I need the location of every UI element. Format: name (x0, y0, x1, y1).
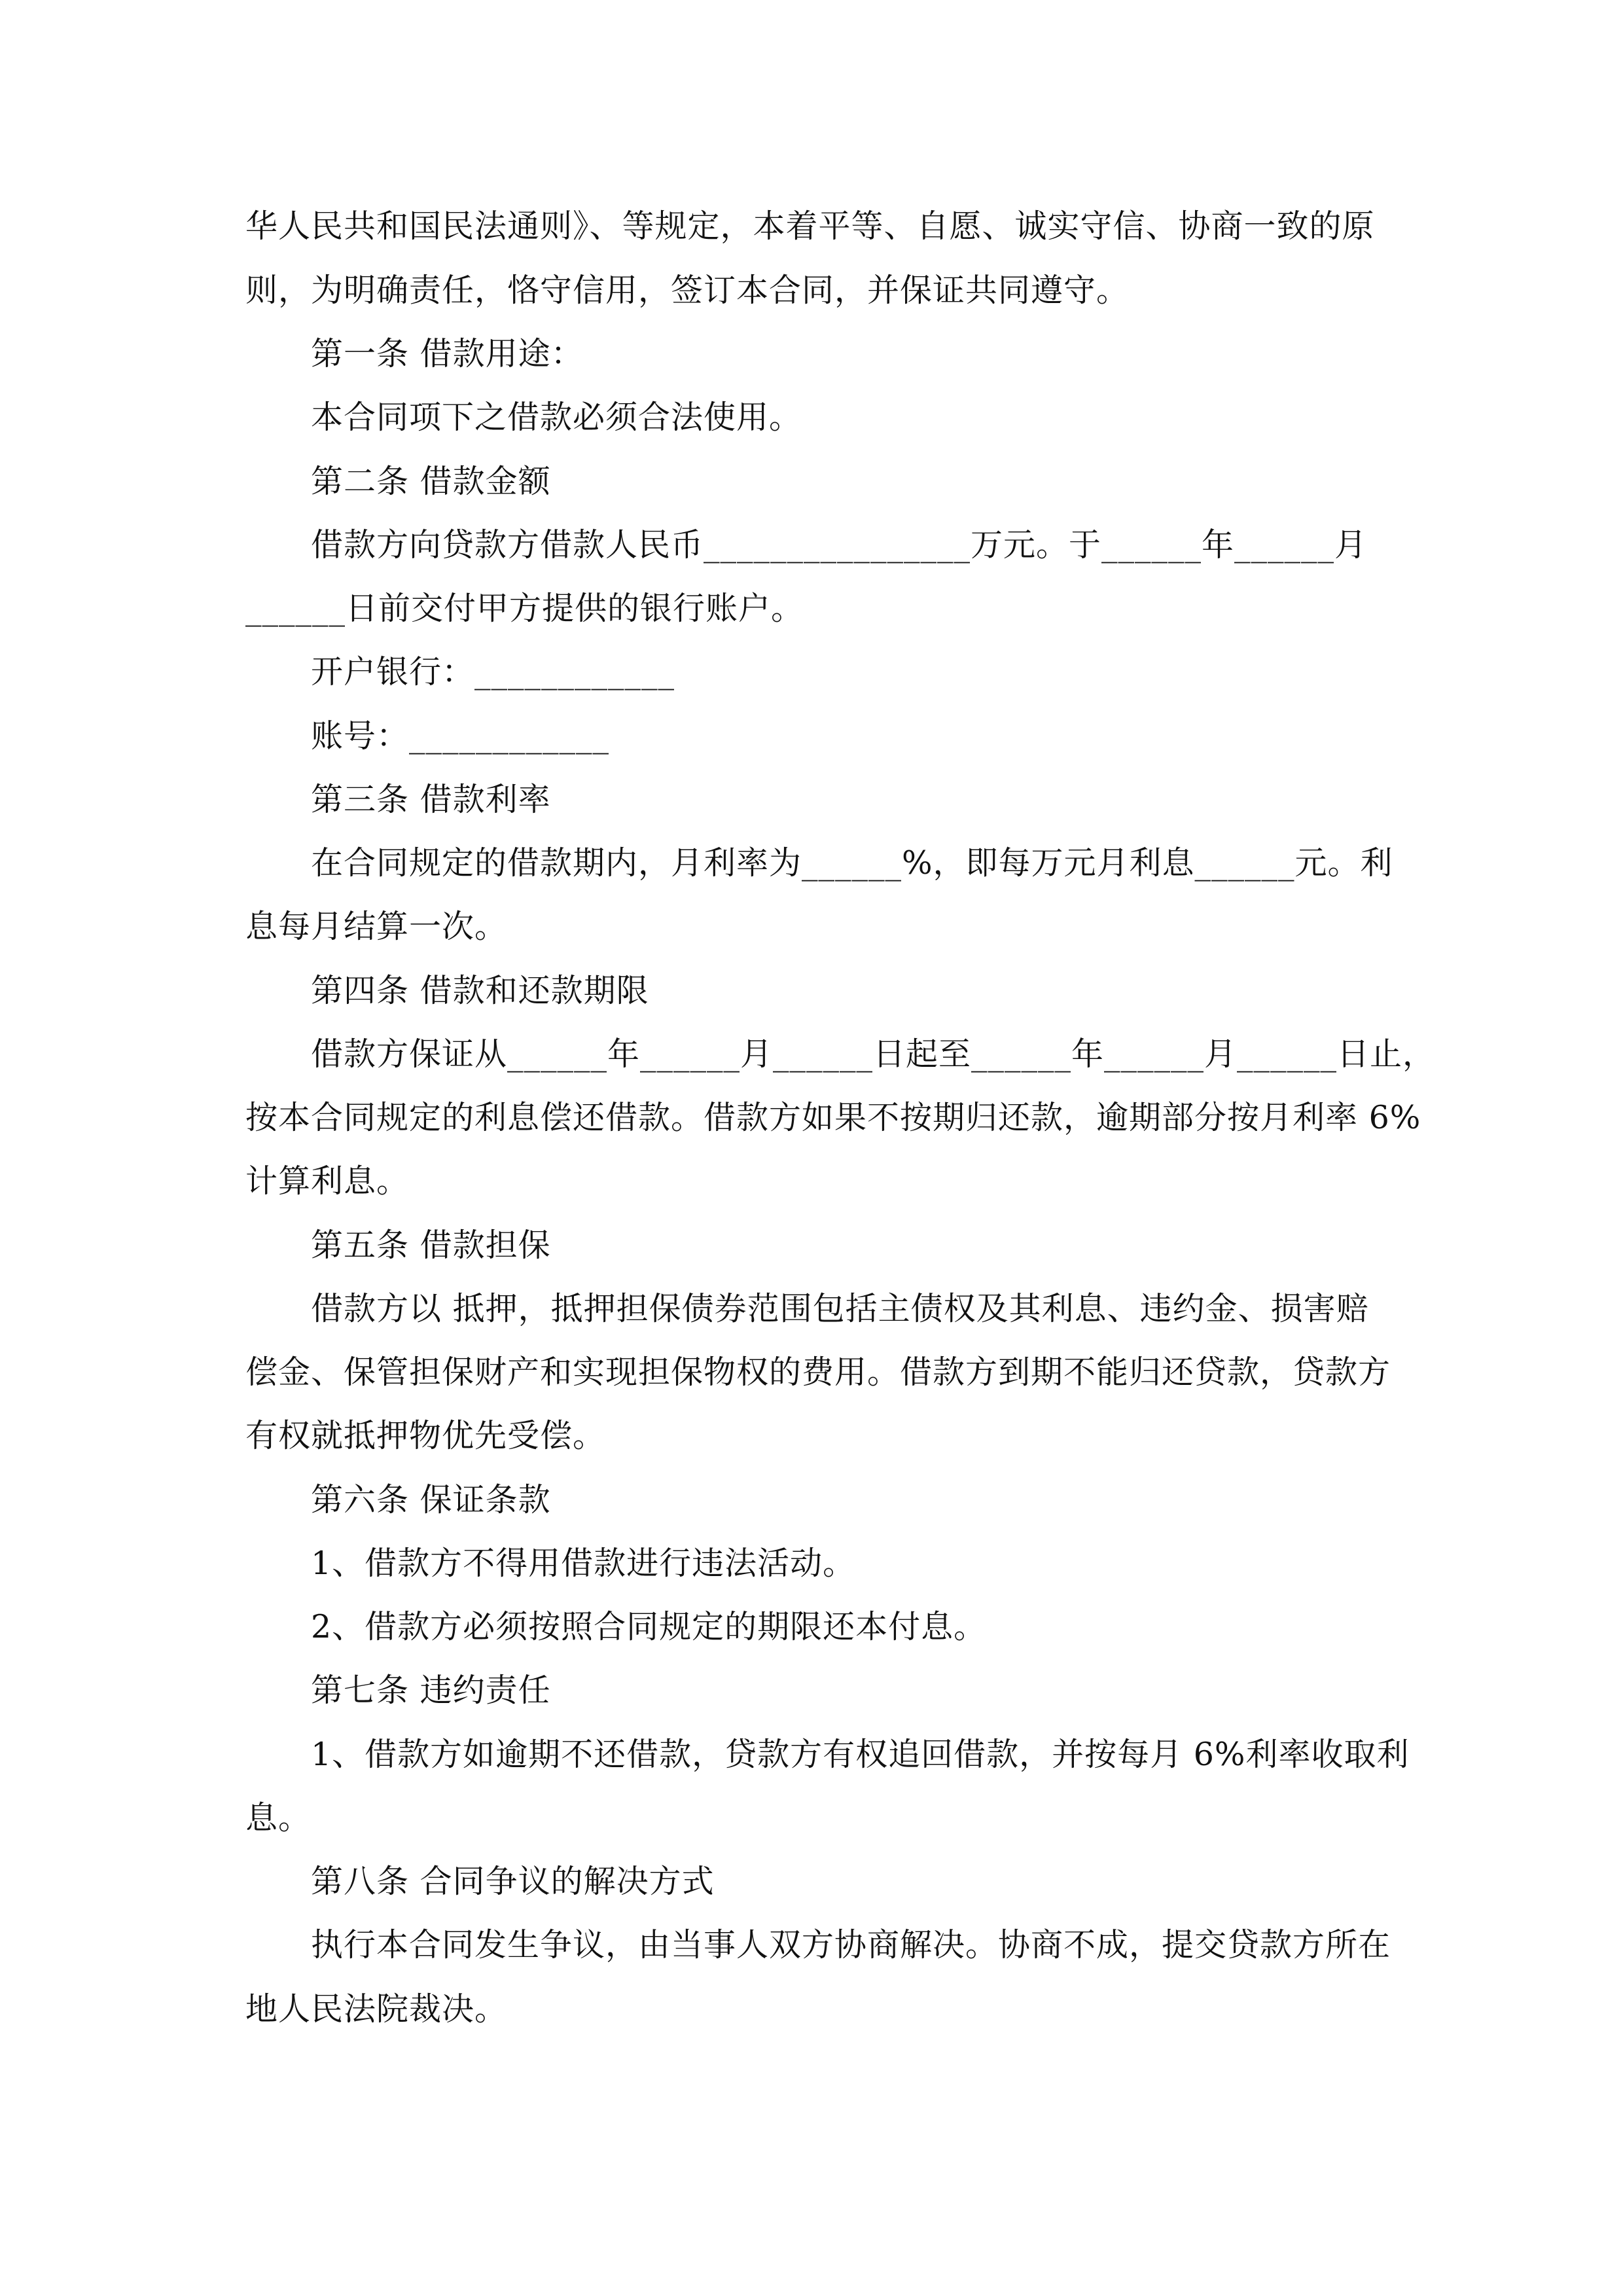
paragraph-line: 借款方保证从______年______月______日起至______年______月______日止， (311, 1035, 1436, 1073)
paragraph-line: 息每月结算一次。 (245, 908, 508, 945)
paragraph-line: 有权就抵押物优先受偿。 (245, 1417, 606, 1454)
article-heading: 第三条 借款利率 (311, 781, 551, 818)
paragraph-line: 华人民共和国民法通则》、等规定，本着平等、自愿、诚实守信、协商一致的原 (245, 207, 1375, 245)
article-heading: 第一条 借款用途： (311, 335, 584, 372)
paragraph-line: 计算利息。 (245, 1162, 410, 1200)
paragraph-line: 借款方向贷款方借款人民币________________万元。于______年______月 (311, 526, 1368, 564)
list-item: 1、借款方如逾期不还借款，贷款方有权追回借款，并按每月 6%利率收取利 (311, 1736, 1410, 1773)
paragraph-line: 执行本合同发生争议，由当事人双方协商解决。协商不成，提交贷款方所在 (311, 1926, 1391, 1964)
paragraph-line: 则，为明确责任，恪守信用，签订本合同，并保证共同遵守。 (245, 272, 1130, 309)
bank-name-field: 开户银行：____________ (311, 653, 675, 691)
paragraph-line: 偿金、保管担保财产和实现担保物权的费用。借款方到期不能归还贷款，贷款方 (245, 1354, 1391, 1391)
list-item: 1、借款方不得用借款进行违法活动。 (311, 1545, 856, 1582)
paragraph-line: 在合同规定的借款期内，月利率为______%，即每万元月利息______元。利 (311, 844, 1393, 882)
paragraph-line: 借款方以 抵押，抵押担保债券范围包括主债权及其利息、违约金、损害赔 (311, 1290, 1369, 1327)
article-heading: 第四条 借款和还款期限 (311, 972, 649, 1009)
paragraph-line: 息。 (245, 1799, 312, 1837)
list-item: 2、借款方必须按照合同规定的期限还本付息。 (311, 1608, 987, 1645)
article-heading: 第五条 借款担保 (311, 1227, 551, 1264)
paragraph-line: ______日前交付甲方提供的银行账户。 (245, 590, 804, 627)
article-heading: 第七条 违约责任 (311, 1672, 551, 1709)
article-heading: 第二条 借款金额 (311, 463, 551, 500)
article-heading: 第六条 保证条款 (311, 1481, 551, 1518)
account-number-field: 账号：____________ (311, 717, 610, 755)
paragraph-line: 地人民法院裁决。 (245, 1990, 508, 2028)
article-heading: 第八条 合同争议的解决方式 (311, 1863, 715, 1900)
paragraph-line: 本合同项下之借款必须合法使用。 (311, 399, 802, 436)
paragraph-line: 按本合同规定的利息偿还借款。借款方如果不按期归还款，逾期部分按月利率 6% (245, 1099, 1421, 1136)
